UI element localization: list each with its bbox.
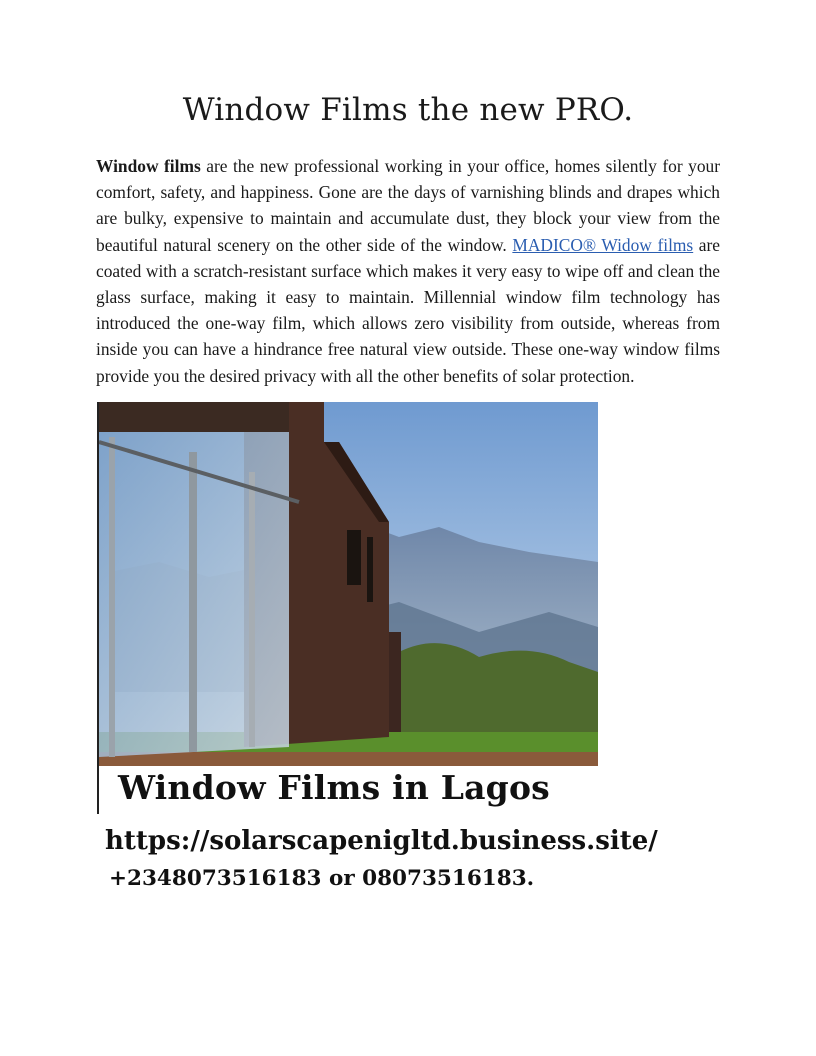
website-url: https://solarscapenigltd.business.site/ bbox=[105, 826, 658, 856]
window-films-figure bbox=[97, 402, 600, 814]
madico-link[interactable]: MADICO® Widow films bbox=[512, 234, 694, 255]
house-photo bbox=[99, 402, 598, 766]
figure-caption: Window Films in Lagos bbox=[118, 768, 550, 807]
house-lower-wall bbox=[389, 632, 401, 732]
wood-deck bbox=[99, 752, 598, 766]
frame-post-1 bbox=[109, 437, 115, 757]
paragraph-text-after-link: are coated with a scratch-resistant surface which makes it very easy to wipe off and clean the glass surface, making it easy to maintain. Millennial window film technology has introduced the one-way film, which allows zero visibility from outside, whereas from inside you can have a hindrance free natural view outside. These one-way window films provide you the desired privacy with all the other benefits of solar protection. bbox=[96, 234, 721, 386]
lead-bold-text: Window films bbox=[96, 156, 201, 176]
frame-post-2 bbox=[189, 452, 197, 752]
page-title: Window Films the new PRO. bbox=[182, 92, 634, 128]
canopy bbox=[99, 402, 289, 432]
paragraph-text-before-link: are the new professional working in your office, homes silently for your comfort, safety, and happiness. Gone are the days of varnishing blinds and drapes which are bulky, expensive to maintain and accumulate dust, they block your view from the beautiful natural scenery on the other side of the window. bbox=[96, 156, 720, 255]
phone-numbers: +2348073516183 or 08073516183. bbox=[109, 866, 535, 891]
frame-post-3 bbox=[249, 472, 255, 747]
house-window-1 bbox=[347, 530, 361, 585]
house-window-2 bbox=[367, 537, 373, 602]
body-paragraph bbox=[96, 153, 720, 389]
